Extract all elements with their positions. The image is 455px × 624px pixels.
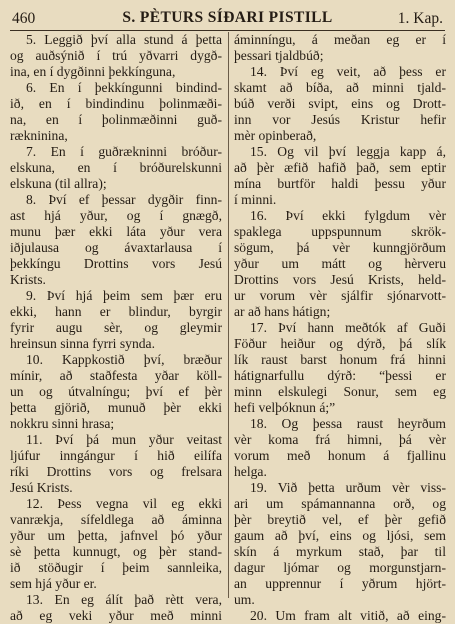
column-divider — [228, 32, 229, 598]
text-line: 7. En í guðrækninni bróður- — [26, 144, 222, 159]
text-line: iðjulausa og ávaxtarlausa í — [10, 240, 222, 255]
text-line: 10. Kappkostið því, bræður — [26, 352, 222, 367]
text-line: ljúfur inngángur í hið eilífa — [10, 448, 222, 463]
running-title: S. PÈTURS SÍÐARI PISTILL — [122, 9, 333, 26]
text-line: mína burtför haldi þessu yður — [234, 176, 446, 191]
text-line: þessari tjaldbúð; — [234, 48, 324, 63]
text-line: þekkíngu Drottins vors Jesú — [10, 256, 222, 271]
text-line: mèr opinberað, — [234, 128, 317, 143]
text-line: gaum að því, eins og ljósi, sem — [234, 528, 446, 543]
text-line: 12. Þess vegna vil eg ekki — [26, 496, 222, 511]
text-line: ið, en í bindindinu þolinmæði- — [10, 96, 222, 111]
text-line: þetta gjörið, munuð þèr ekki — [10, 400, 222, 415]
text-line: ast hjá yður, og í gnægð, — [10, 208, 222, 223]
text-line: að eg veki yður með minni — [10, 608, 222, 623]
text-line: rækninina, — [10, 128, 68, 143]
text-line: mínir, að staðfesta yðar köll- — [10, 368, 222, 383]
text-line: þèr breytið vel, ef þèr gefið — [234, 512, 446, 527]
text-line: 16. Því ekki fylgdum vèr — [250, 208, 446, 223]
text-line: skín á myrkum stað, þar til — [234, 544, 446, 559]
text-line: munu þær ekki láta yður vera — [10, 224, 222, 239]
text-line: vanrækja, sífeldlega að áminna — [10, 512, 222, 527]
text-line: vorum með honum á fjallinu — [234, 448, 446, 463]
text-line: elskuna, en í bróðurelskunni — [10, 160, 222, 175]
text-line: hátignarfullu dýrð: “þessi er — [234, 368, 446, 383]
text-line: ríki Drottins vors og frelsara — [10, 464, 222, 479]
text-line: sem hjá yður er. — [10, 576, 97, 591]
text-line: 5. Leggið því alla stund á þetta — [26, 32, 222, 47]
text-line: 18. Og þessa raust heyrðum — [250, 416, 446, 431]
text-line: 11. Því þá mun yður veitast — [26, 432, 222, 447]
text-line: yður um þetta, jafnvel þó yður — [10, 528, 222, 543]
text-line: sögum, þá vèr kunngjörðum — [234, 240, 446, 255]
text-line: 17. Því hann meðtók af Guði — [250, 320, 446, 335]
right-column — [234, 32, 446, 624]
text-line: um. — [234, 592, 255, 607]
text-line: yður um mátt og hèrveru — [234, 256, 446, 271]
text-line: an upprennur í yðrum hjört- — [234, 576, 446, 591]
text-line: ur vorum vèr sjálfir sjónarvott- — [234, 288, 446, 303]
text-line: 15. Og vil því leggja kapp á, — [250, 144, 446, 159]
text-line: na, en í þolinmæðinni guð- — [10, 112, 222, 127]
text-line: 6. En í þekkíngunni bindind- — [26, 80, 222, 95]
text-line: ið stöðugir í þeim sannleika, — [10, 560, 222, 575]
text-line: að þèr æfið hafið það, sem eptir — [234, 160, 446, 175]
text-line: minn elskulegi Sonur, sem eg — [234, 384, 446, 399]
text-line: búð verði svipt, eins og Drott- — [234, 96, 446, 111]
text-line: spaklega uppspunnum skrök- — [234, 224, 446, 239]
text-line: vèr koma frá himni, þá vèr — [234, 432, 446, 447]
text-line: inn vor Jesús Kristur hefir — [234, 112, 446, 127]
header-rule — [10, 30, 445, 31]
text-line: nokkru sinni hrasa; — [10, 416, 115, 431]
text-line: í minni. — [234, 192, 277, 207]
page-number: 460 — [12, 10, 36, 27]
text-line: Föður heiður og dýrð, þá slík — [234, 336, 446, 351]
text-line: Krists. — [10, 272, 46, 287]
text-line: fyrir augu sèr, og gleymir — [10, 320, 222, 335]
text-line: ar að hans hátign; — [234, 304, 331, 319]
text-line: lík raust barst honum frá hinni — [234, 352, 446, 367]
text-line: skamt að bíða, að minni tjald- — [234, 80, 446, 95]
chapter-label: 1. Kap. — [397, 10, 443, 27]
text-line: 9. Því hjá þeim sem þær eru — [26, 288, 222, 303]
text-line: elskuna (til allra); — [10, 176, 107, 191]
text-line: ekki, hann er blindur, byrgir — [10, 304, 222, 319]
text-line: sè þetta kunnugt, og þèr stand- — [10, 544, 222, 559]
text-line: Drottins vors Jesú Krists, held- — [234, 272, 446, 287]
text-line: ina, en í dygðinni þekkínguna, — [10, 64, 176, 79]
text-line: ari um spámannanna orð, og — [234, 496, 446, 511]
text-line: áminníngu, á meðan eg er í — [234, 32, 446, 47]
text-line: un og útvalníngu; því ef þèr — [10, 384, 222, 399]
text-line: Jesú Krists. — [10, 480, 73, 495]
text-line: hefi velþóknun á;” — [234, 400, 336, 415]
left-column — [10, 32, 222, 624]
text-line: 13. En eg álít það rètt vera, — [26, 592, 222, 607]
text-line: 20. Um fram alt vitið, að eing- — [250, 608, 446, 623]
text-line: 19. Við þetta urðum vèr viss- — [250, 480, 446, 495]
text-line: og auðsýnið í trú yðvarri dygð- — [10, 48, 222, 63]
text-line: dagur ljómar og morgunstjarn- — [234, 560, 446, 575]
text-line: helga. — [234, 464, 267, 479]
running-header — [12, 8, 443, 30]
text-line: 14. Því eg veit, að þess er — [250, 64, 446, 79]
text-line: hreinsun sinna fyrri synda. — [10, 336, 155, 351]
text-line: 8. Því ef þessar dygðir finn- — [26, 192, 222, 207]
